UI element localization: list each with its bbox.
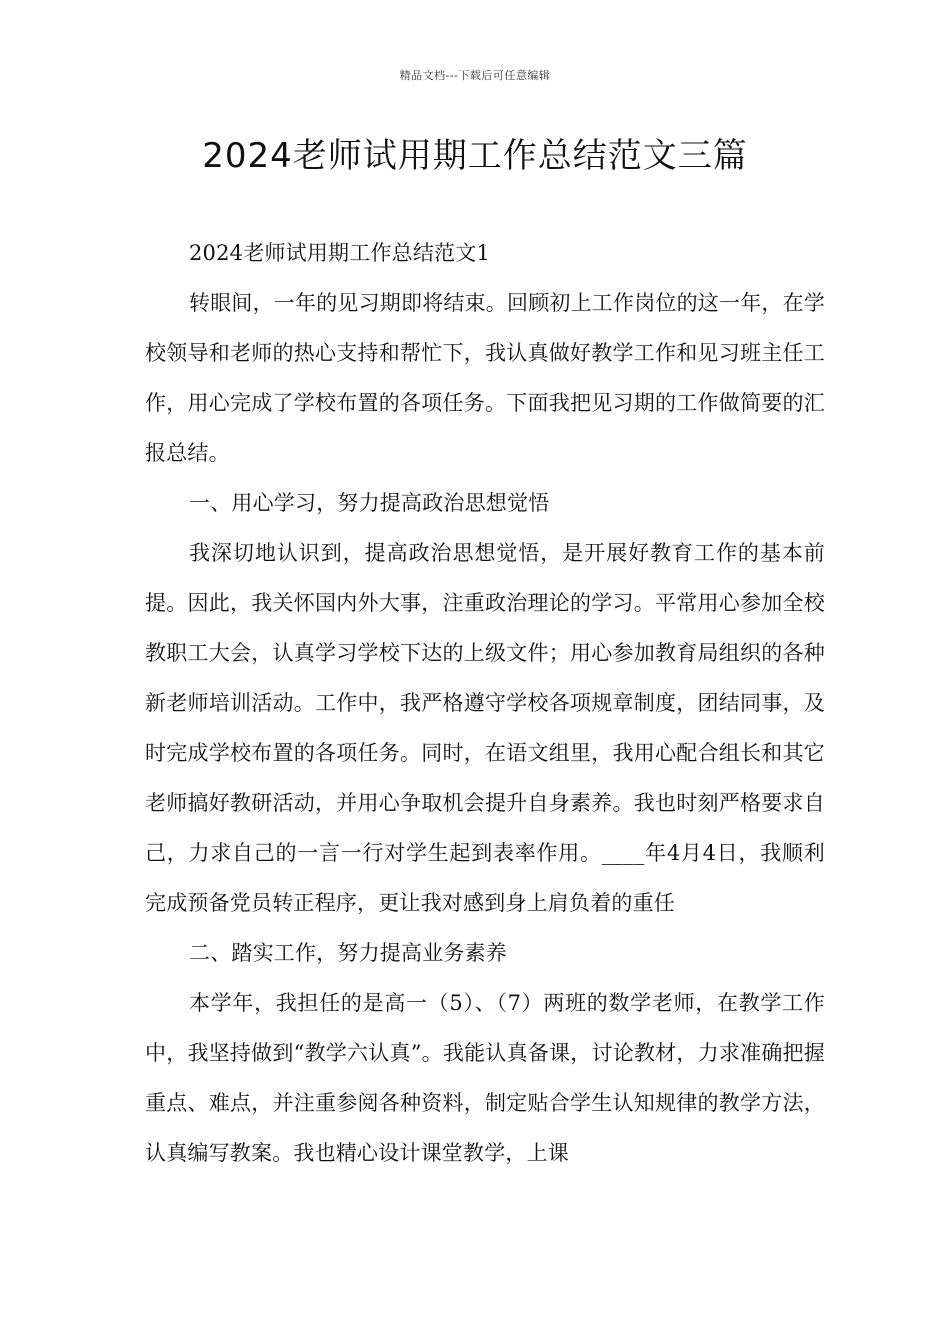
body-paragraph: 本学年，我担任的是高一（5）、（7）两班的数学老师，在教学工作中，我坚持做到“教学六认真”。我能认真备课，讨论教材，力求准确把握重点、难点，并注重参阅各种资料，制定贴合学生认知规律的教学方法，认真编写教案。我也精心设计课堂教学，上课: [145, 991, 825, 1165]
subheading: 一、用心学习，努力提高政治思想觉悟: [189, 491, 550, 515]
body-paragraph: 转眼间，一年的见习期即将结束。回顾初上工作岗位的这一年，在学校领导和老师的热心支持和帮忙下，我认真做好教学工作和见习班主任工作，用心完成了学校布置的各项任务。下面我把见习期的工作做简要的汇报总结。: [145, 291, 825, 465]
document-body: [145, 228, 825, 1178]
section-heading-1: 2024老师试用期工作总结范文1: [189, 241, 491, 265]
body-paragraph: 我深切地认识到，提高政治思想觉悟，是开展好教育工作的基本前提。因此，我关怀国内外大事，注重政治理论的学习。平常用心参加全校教职工大会，认真学习学校下达的上级文件；用心参加教育局组织的各种新老师培训活动。工作中，我严格遵守学校各项规章制度，团结同事，及时完成学校布置的各项任务。同时，在语文组里，我用心配合组长和其它老师搞好教研活动，并用心争取机会提升自身素养。我也时刻严格要求自己，力求自己的一言一行对学生起到表率作用。____年4月4日，我顺利完成预备党员转正程序，更让我对感到身上肩负着的重任: [145, 541, 825, 915]
subheading: 二、踏实工作，努力提高业务素养: [189, 941, 507, 965]
page-header-note: 精品文档---下载后可任意编辑: [399, 69, 551, 82]
document-title: 2024老师试用期工作总结范文三篇: [202, 136, 748, 176]
